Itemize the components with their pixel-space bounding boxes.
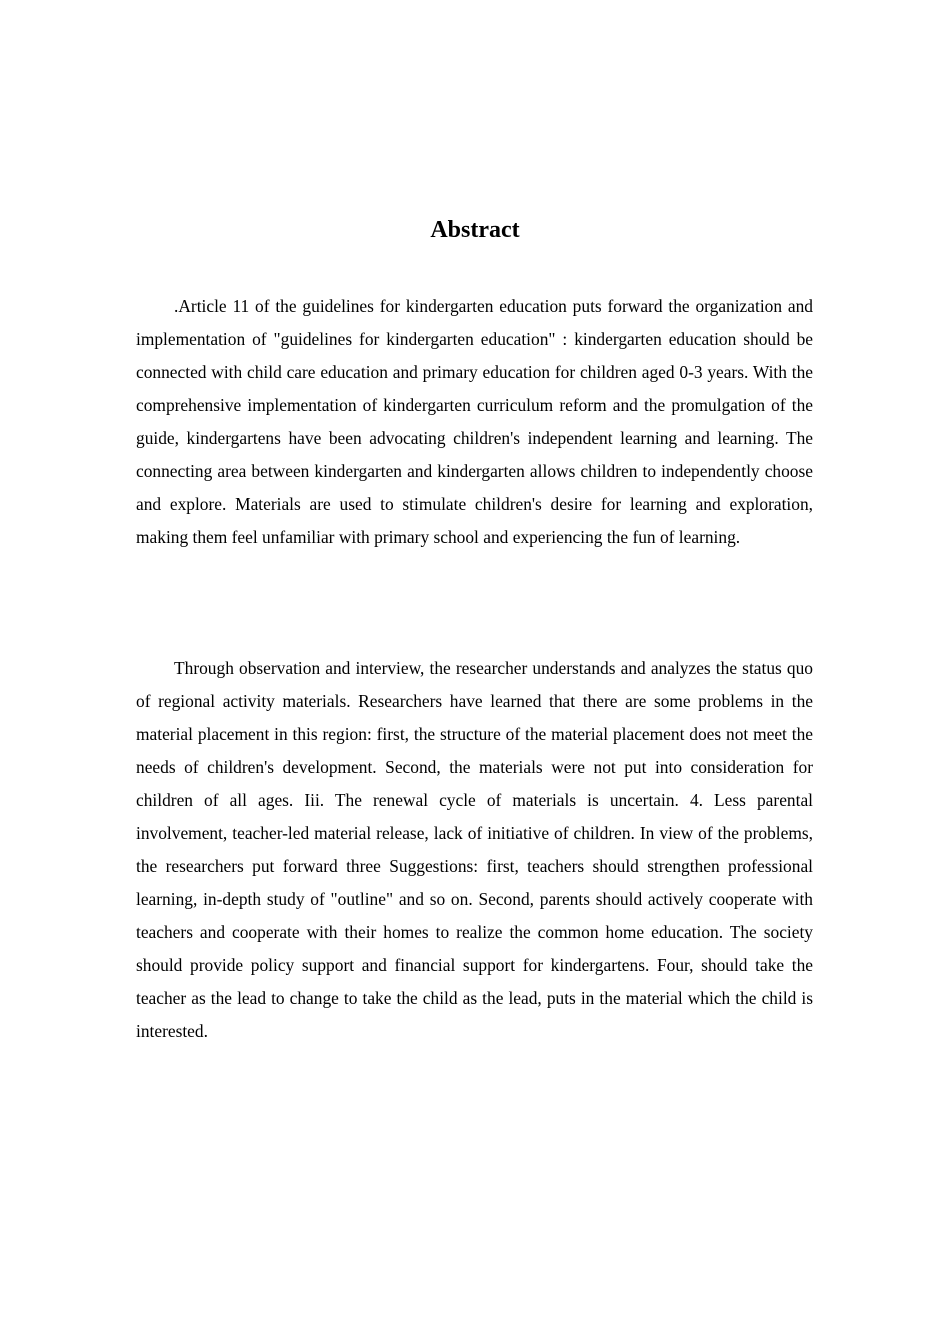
abstract-paragraph-1: .Article 11 of the guidelines for kindergarten education puts forward the organization and implementation of "guidelines for kindergarten education" : kindergarten education should be connected with child care education and primary education for children aged 0-3 years. With the comprehensive implementation of kindergarten curriculum reform and the promulgation of the guide, kindergartens have been advocating children's independent learning and learning. The connecting area between kindergarten and kindergarten allows children to independently choose and explore. Materials are used to stimulate children's desire for learning and exploration, making them feel unfamiliar with primary school and experiencing the fun of learning. <box>136 296 813 547</box>
abstract-paragraph-2: Through observation and interview, the researcher understands and analyzes the status quo of regional activity materials. Researchers have learned that there are some problems in the material placement in this region: first, the structure of the material placement does not meet the needs of children's development. Second, the materials were not put into consideration for children of all ages. Iii. The renewal cycle of materials is uncertain. 4. Less parental involvement, teacher-led material release, lack of initiative of children. In view of the problems, the researchers put forward three Suggestions: first, teachers should strengthen professional learning, in-depth study of "outline" and so on. Second, parents should actively cooperate with teachers and cooperate with their homes to realize the common home education. The society should provide policy support and financial support for kindergartens. Four, should take the teacher as the lead to change to take the child as the lead, puts in the material which the child is interested. <box>136 658 813 1041</box>
abstract-title: Abstract <box>430 217 520 243</box>
